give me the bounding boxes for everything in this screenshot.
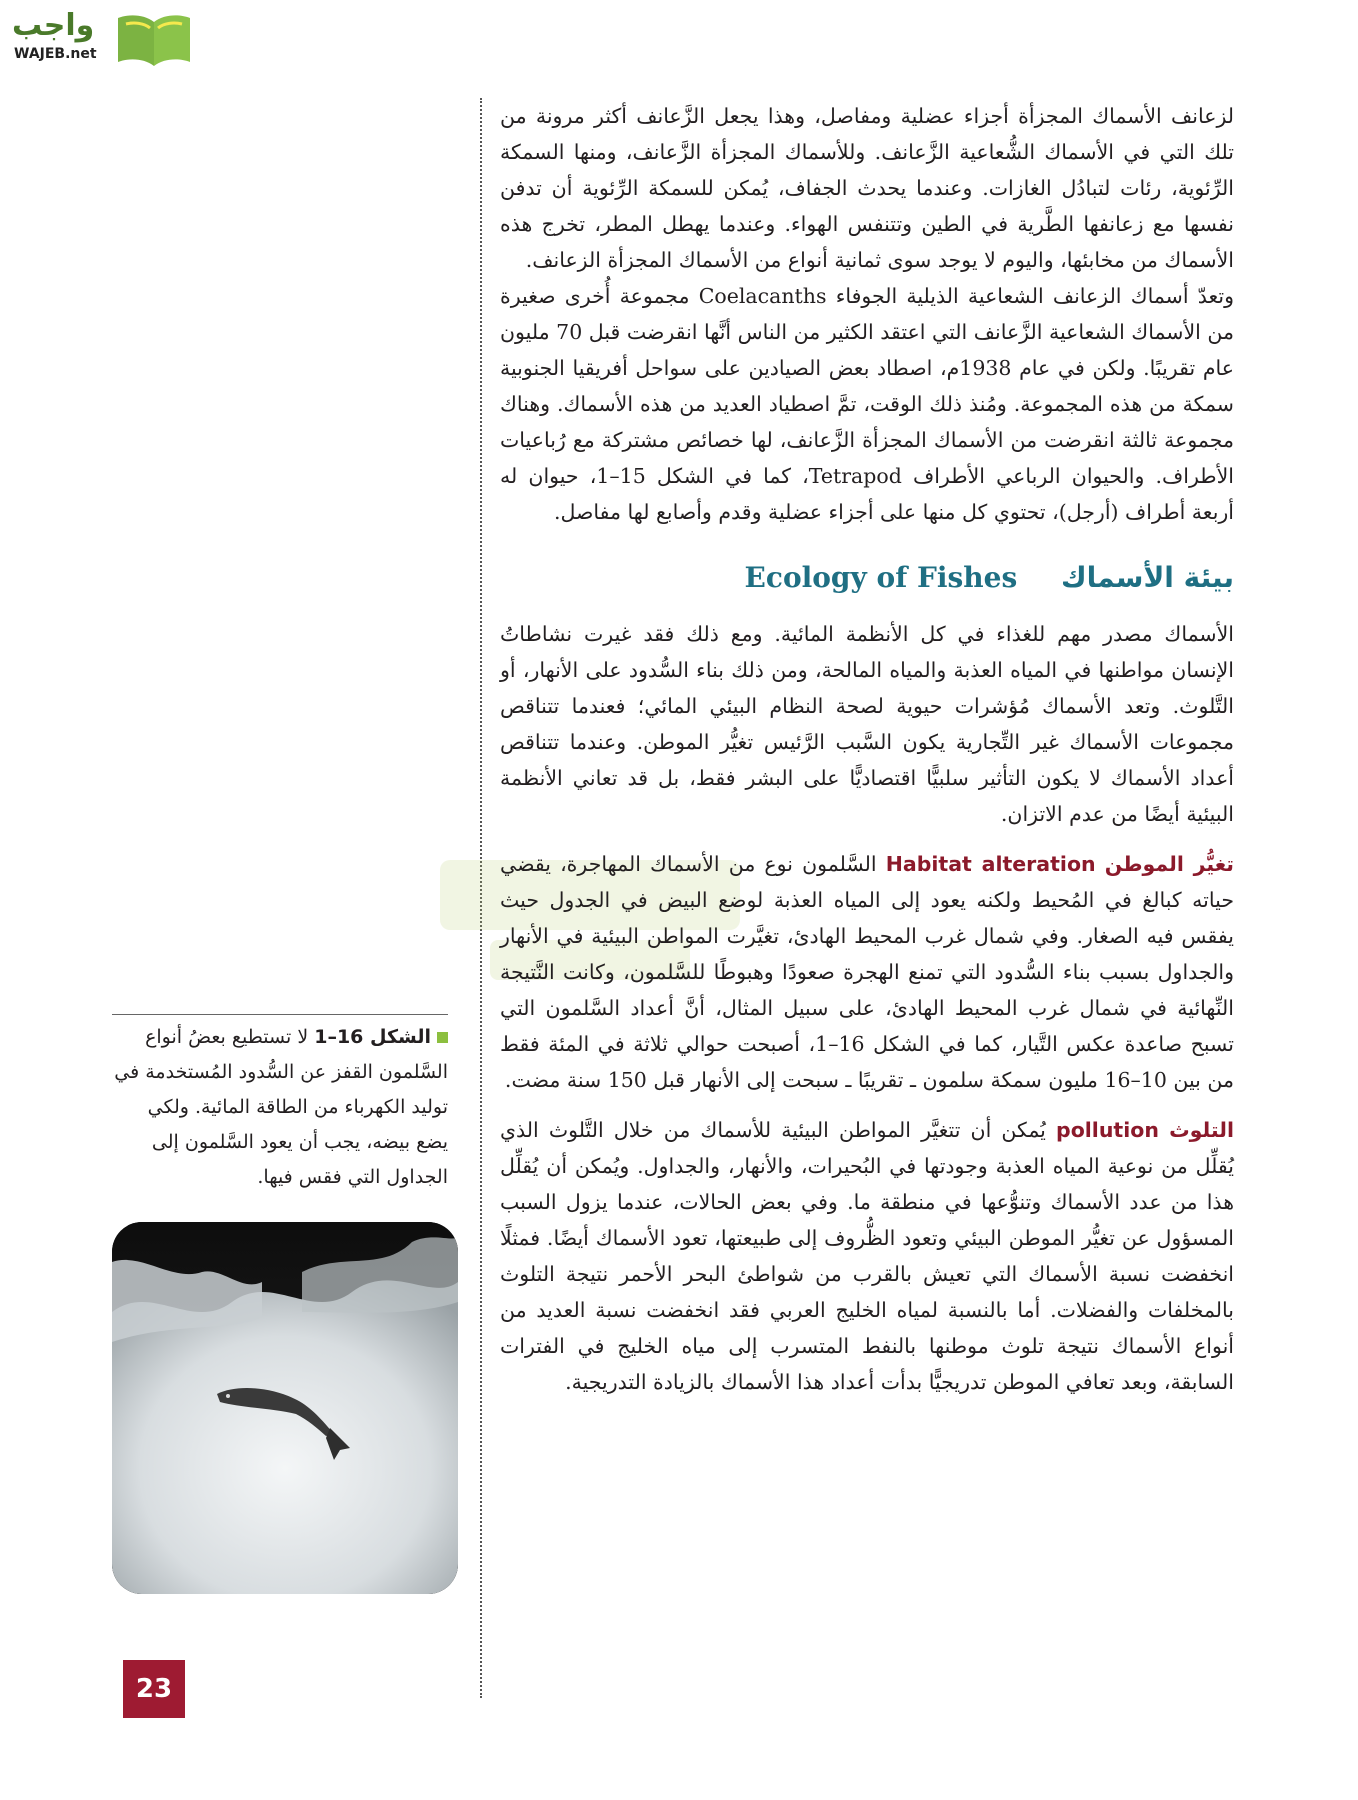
caption-rule xyxy=(112,1014,448,1015)
page-number: 23 xyxy=(123,1660,185,1718)
paragraph-lobe-finned: لزعانف الأسماك المجزأة أجزاء عضلية ومفاصل، وهذا يجعل الزَّعانف أكثر مرونة من تلك التي في الأسماك الشُّعاعية الزَّعانف. وللأسماك المجزأة الزَّعانف، ومنها السمكة الرِّئوية، رئات لتبادُل الغازات. وعندما يحدث الجفاف، يُمكن للسمكة الرِّئوية أن تدفن نفسها مع زعانفها الطَّرية في الطين وتتنفس الهواء. وعندما يهطل المطر، تخرج هذه الأسماك من مخابئها، واليوم لا يوجد سوى ثمانية أنواع من الأسماك المجزأة الزعانف. xyxy=(500,104,1234,272)
term-pollution-en: pollution xyxy=(1056,1118,1159,1142)
section-title-english: Ecology of Fishes xyxy=(744,561,1018,594)
section-heading xyxy=(500,558,1234,598)
caption-bullet xyxy=(437,1032,448,1043)
term-pollution-ar: التلوث xyxy=(1169,1118,1234,1142)
salmon-photo xyxy=(112,1222,458,1594)
salmon-leaping-image xyxy=(112,1222,458,1594)
paragraph-pollution xyxy=(500,1112,1234,1400)
section-title-arabic: بيئة الأسماك xyxy=(1060,561,1234,594)
book-icon xyxy=(116,10,192,66)
paragraph-coelacanths: وتعدّ أسماك الزعانف الشعاعية الذيلية الجوفاء Coelacanths مجموعة أُخرى صغيرة من الأسماك الشعاعية الزَّعانف التي اعتقد الكثير من الناس أنَّها انقرضت قبل 70 مليون عام تقريبًا. ولكن في عام 1938م، اصطاد بعض الصيادين على سواحل أفريقيا الجنوبية سمكة من هذه المجموعة. ومُنذ ذلك الوقت، تمَّ اصطياد العديد من هذه الأسماك. وهناك مجموعة ثالثة انقرضت من الأسماك المجزأة الزَّعانف، لها خصائص مشتركة مع رُباعيات الأطراف. والحيوان الرباعي الأطراف Tetrapod، كما في الشكل 15–1، حيوان له أربعة أطراف (أرجل)، تحتوي كل منها على أجزاء عضلية وقدم وأصابع لها مفاصل. xyxy=(500,284,1235,524)
term-habitat-alteration-en: Habitat alteration xyxy=(885,852,1096,876)
paragraph-habitat-alteration xyxy=(500,846,1234,1098)
logo-text-arabic: واجب xyxy=(12,8,95,43)
logo-text-english: WAJEB.net xyxy=(14,46,97,62)
caption-label: الشكل 16–1 xyxy=(314,1026,431,1048)
main-column xyxy=(500,98,1234,1400)
figure-caption xyxy=(112,1020,448,1195)
caption-text: لا تستطيع بعضُ أنواع السَّلمون القفز عن السُّدود المُستخدمة في توليد الكهرباء من الطاقة المائية. ولكي يضع بيضه، يجب أن يعود السَّلمون إلى الجداول التي فقس فيها. xyxy=(114,1026,448,1188)
wajeb-logo[interactable] xyxy=(12,6,192,68)
pollution-text: يُمكن أن تتغيَّر المواطن البيئية للأسماك من خلال التَّلوث الذي يُقلِّل من نوعية المياه العذبة وجودتها في البُحيرات، والأنهار، والجداول. ويُمكن أن يُقلِّل هذا من عدد الأسماك وتنوُّعها في منطقة ما. وفي بعض الحالات، عندما يزول السبب المسؤول عن تغيُّر الموطن البيئي وتعود الظُّروف إلى طبيعتها، تعود الأسماك أيضًا. فمثلًا انخفضت نسبة الأسماك التي تعيش بالقرب من شواطئ البحر الأحمر نتيجة التلوث بالمخلفات والفضلات. أما بالنسبة لمياه الخليج العربي فقد انخفضت نسبة العديد من أنواع الأسماك نتيجة تلوث موطنها بالنفط المتسرب إلى مياه الخليج في الفترات السابقة، وبعد تعافي الموطن تدريجيًّا بدأت أعداد هذا الأسماك بالزيادة التدريجية. xyxy=(500,1118,1234,1394)
paragraph-fish-ecology: الأسماك مصدر مهم للغذاء في كل الأنظمة المائية. ومع ذلك فقد غيرت نشاطاتُ الإنسان مواطنها في المياه العذبة والمياه المالحة، ومن ذلك بناء السُّدود على الأنهار، أو التَّلوث. وتعد الأسماك مُؤشرات حيوية لصحة النظام البيئي المائي؛ فعندما تتناقص مجموعات الأسماك غير التِّجارية يكون السَّبب الرَّئيس تغيُّر الموطن. وعندما تتناقص أعداد الأسماك لا يكون التأثير سلبيًّا اقتصاديًّا على البشر فقط، بل قد تعاني الأنظمة البيئية أيضًا من عدم الاتزان. xyxy=(500,622,1234,826)
habitat-alteration-text: السَّلمون نوع من الأسماك المهاجرة، يقضي حياته كبالغ في المُحيط ولكنه يعود إلى المياه العذبة لوضع البيض في الجدول حيث يفقس فيه الصغار. وفي شمال غرب المحيط الهادئ، تغيَّرت المواطن البيئية في الأنهار والجداول بسبب بناء السُّدود التي تمنع الهجرة صعودًا وهبوطًا للسَّلمون، وكانت النَّتيجة النِّهائية في شمال غرب المحيط الهادئ، على سبيل المثال، أنَّ أعداد السَّلمون التي تسبح صاعدة عكس التَّيار، كما في الشكل 16–1، أصبحت حوالي ثلاثة في المئة فقط من بين 10–16 مليون سمكة سلمون ـ تقريبًا ـ سبحت إلى الأنهار قبل 150 سنة مضت. xyxy=(500,852,1235,1092)
term-habitat-alteration-ar: تغيُّر الموطن xyxy=(1104,852,1234,876)
